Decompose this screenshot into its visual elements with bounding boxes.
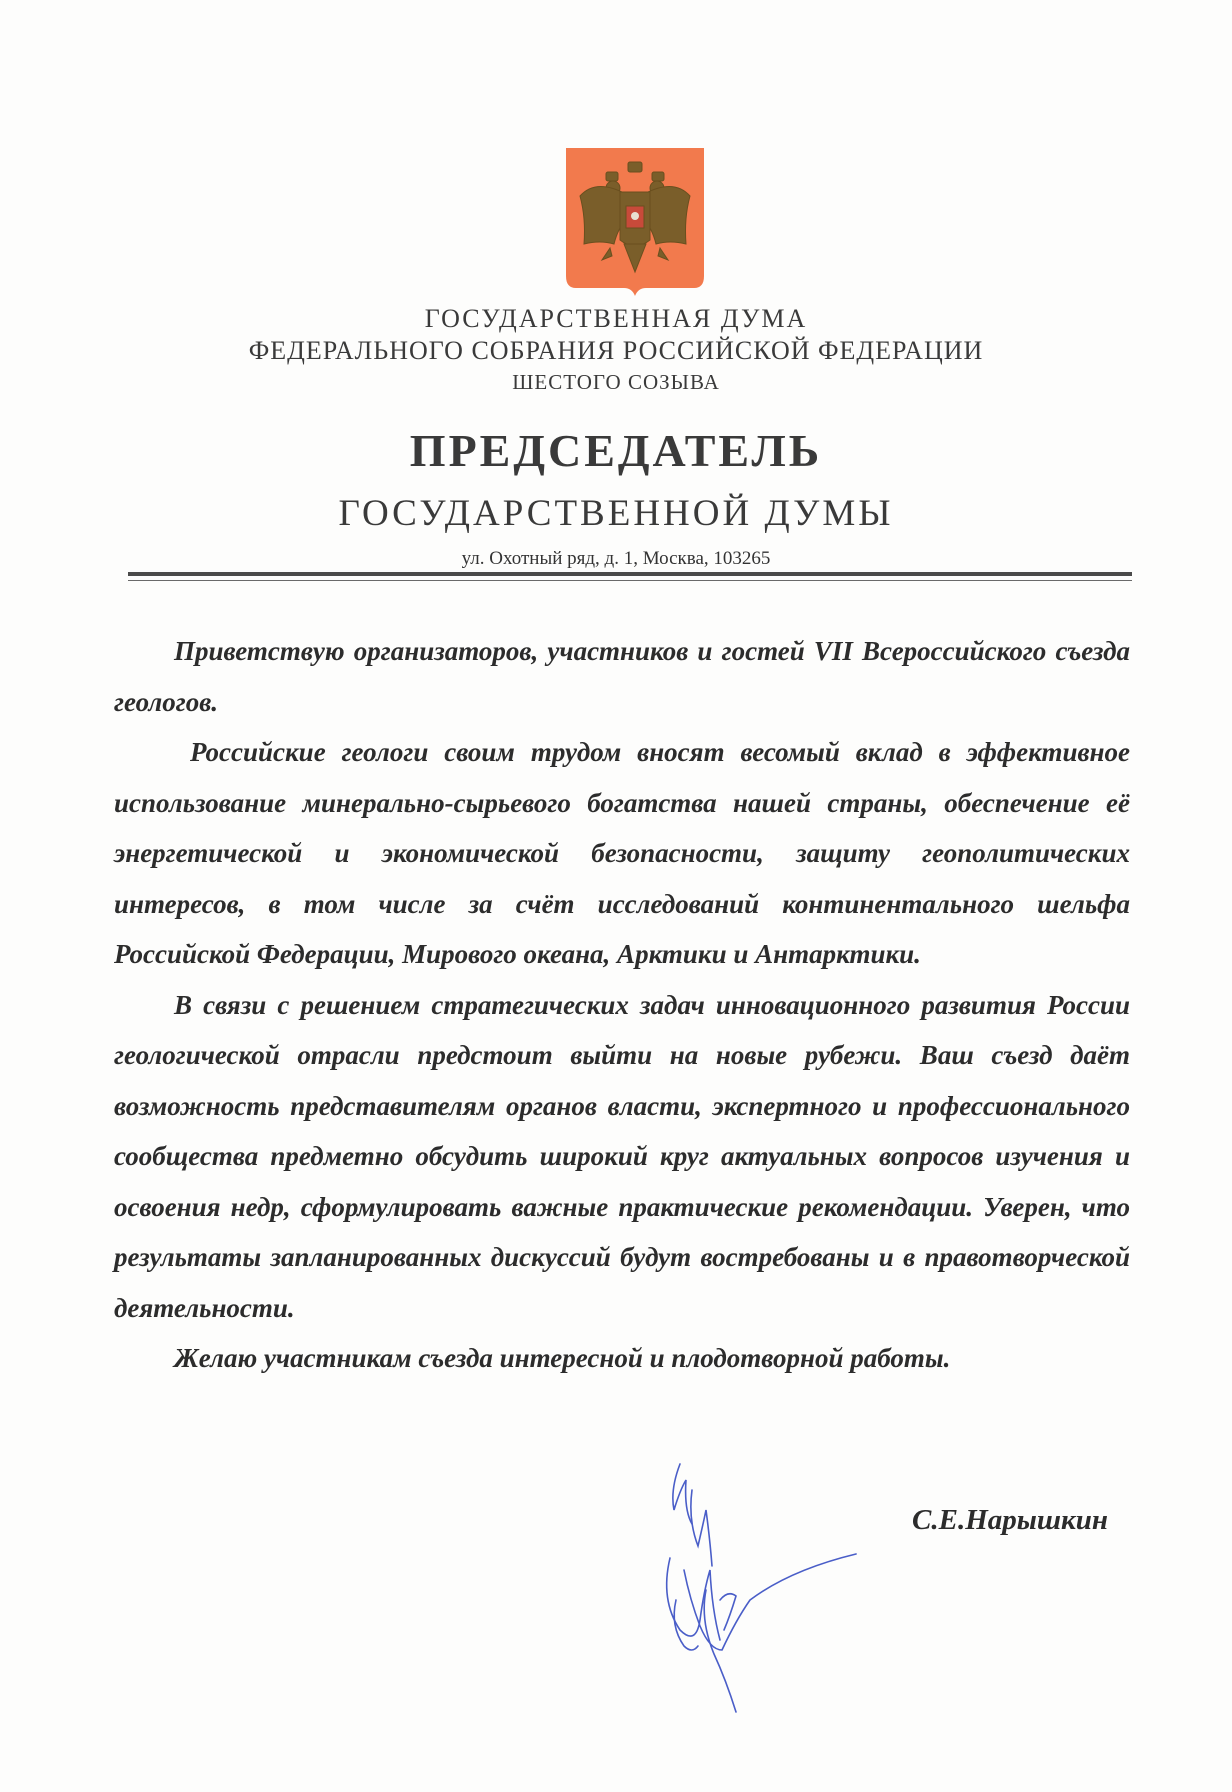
paragraph-strategy: В связи с решением стратегических задач инновационного развития России геологической отрасли предстоит выйти на новые рубежи. Ваш съезд даёт возможность представителям органов власти, экспертного и профессионального сообщества предметно обсудить широкий круг актуальных вопросов изучения и освоения недр, сформулировать важные практические рекомендации. Уверен, что результаты запланированных дискуссий будут востребованы и в правотворческой деятельности. — [114, 989, 1130, 1323]
paragraph-greeting: Приветствую организаторов, участников и гостей VII Всероссийского съезда геологов. — [114, 636, 1130, 717]
paragraph-contribution: Российские геологи своим трудом вносят весомый вклад в эффективное использование минерально-сырьевого богатства нашей страны, обеспечение её энергетической и экономической безопасности, защиту геополитических интересов, в том числе за счёт исследований континентального шельфа Российской Федерации, Мирового океана, Арктики и Антарктики. — [114, 737, 1130, 969]
address: ул. Охотный ряд, д. 1, Москва, 103265 — [461, 548, 771, 569]
letterhead-subtitle: ГОСУДАРСТВЕННОЙ ДУМЫ — [338, 493, 894, 534]
header-divider — [128, 572, 1132, 576]
paragraph-wishes: Желаю участникам съезда интересной и плодотворной работы. — [174, 1343, 951, 1373]
letter-body — [114, 626, 1130, 1384]
organization-name: ГОСУДАРСТВЕННАЯ ДУМА — [424, 304, 808, 333]
organization-subtitle: ФЕДЕРАЛЬНОГО СОБРАНИЯ РОССИЙСКОЙ ФЕДЕРАЦИИ — [248, 336, 984, 365]
letterhead-title: ПРЕДСЕДАТЕЛЬ — [409, 425, 823, 476]
handwritten-signature — [640, 1450, 880, 1720]
russian-coat-of-arms-icon — [566, 148, 704, 296]
header-divider-thin — [128, 580, 1132, 581]
convocation: ШЕСТОГО СОЗЫВА — [512, 370, 720, 394]
signatory-name: С.Е.Нарышкин — [912, 1504, 1108, 1536]
